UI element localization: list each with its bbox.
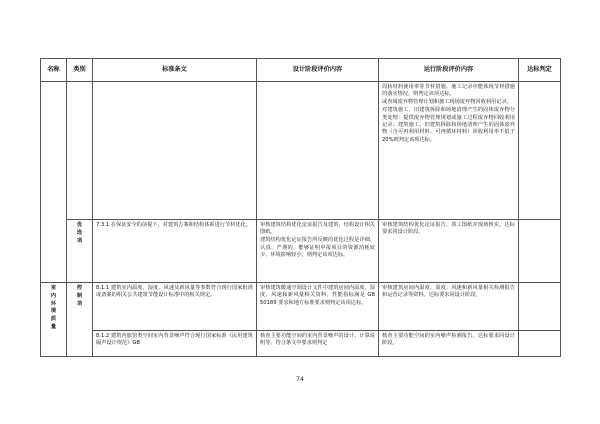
table-row bbox=[41, 331, 561, 357]
header-category: 类别 bbox=[67, 59, 93, 82]
cell-category bbox=[67, 82, 93, 220]
paragraph: 核查主要功能空间的室内背景噪声的设计、计算说明等。符合条文中要求则判定 bbox=[260, 333, 375, 347]
name-vertical-label: 室 内 环 境 质 量 bbox=[50, 285, 57, 330]
cell-name bbox=[41, 82, 67, 283]
table-row bbox=[41, 82, 561, 220]
cell-operation-stage bbox=[379, 220, 519, 283]
cell-standard-clause bbox=[93, 283, 257, 331]
cell-design-stage bbox=[257, 283, 379, 331]
header-operation-stage: 运行阶段评价内容 bbox=[379, 59, 519, 82]
header-compliance: 达标判定 bbox=[519, 59, 561, 82]
cell-operation-stage bbox=[379, 283, 519, 331]
cell-design-stage bbox=[257, 331, 379, 357]
paragraph: 审核建筑结构优化论证报告、竣工图纸并现场核实。达标要求同设计阶段。 bbox=[382, 222, 515, 236]
table-row bbox=[41, 220, 561, 283]
cell-category-kongzhi bbox=[67, 283, 93, 357]
cell-compliance bbox=[519, 82, 561, 220]
page-number: 74 bbox=[296, 376, 304, 383]
cell-category-youxuan bbox=[67, 220, 93, 283]
cell-compliance bbox=[519, 220, 561, 283]
header-design-stage: 设计阶段评价内容 bbox=[257, 59, 379, 82]
cell-standard-clause bbox=[93, 220, 257, 283]
paragraph: 审核建筑结构优化论证报告及建筑、结构设计相关图纸。 bbox=[260, 222, 375, 236]
cell-compliance bbox=[519, 283, 561, 331]
paragraph: 周转材料使用率等节材措施。施工记录中能体现节材措施的落实情况，则判定该项达标。 bbox=[382, 84, 515, 98]
paragraph: 对建筑施工、旧建筑拆除和场地清理产生的固体废弃物分类处理：提供废弃物管理规划或施工过程废弃物回收利用记录；建筑施工、旧建筑拆除和场地清理产生的固体废弃物（含可再利用材料、可再循环材料）回收利用率不低于 20%则判定该项达标。 bbox=[382, 107, 515, 143]
evaluation-table bbox=[40, 58, 561, 357]
cell-compliance bbox=[519, 331, 561, 357]
cell-name-indoor-env bbox=[41, 283, 67, 357]
paragraph: 8.1.1 建筑室内温度、湿度、风速及新风量等参数符合现行国家批准或备案的相关公共建筑节能设计标准中的相关规定。 bbox=[96, 285, 253, 299]
cell-standard-clause bbox=[93, 331, 257, 357]
cell-design-stage bbox=[257, 220, 379, 283]
table-header bbox=[41, 59, 561, 82]
table-header-row bbox=[41, 59, 561, 82]
paragraph: 审核建筑暖通空调设计文件中建筑房间内温度、湿度、风速和新风量相关资料。性能指标满足 GB 50189 要求和地方标准要求则判定该项达标。 bbox=[260, 285, 375, 306]
table-row bbox=[41, 283, 561, 331]
paragraph: 或查阅废弃物管理计划和施工现场废弃物回收利用记录。 bbox=[382, 99, 512, 106]
cell-standard-clause bbox=[93, 82, 257, 220]
paragraph: 8.1.2 建筑内旅馆类空间室内背景噪声符合现行国家标准《民用建筑隔声设计规范》GB bbox=[96, 333, 253, 347]
header-name: 名称 bbox=[41, 59, 67, 82]
evaluation-table-container bbox=[40, 58, 560, 357]
category-vertical-label: 优 选 项 bbox=[76, 222, 83, 244]
cell-operation-stage bbox=[379, 331, 519, 357]
paragraph: 7.3.1 在保证安全的前提下，对建筑方案和结构体系进行节材优化。 bbox=[96, 222, 251, 228]
paragraph: 建筑结构优化论证报告所反映的优化过程是详细、认真、严谨的，能够证明申报项目的资源消耗较少、环境影响较小，则判定该项达标。 bbox=[260, 237, 375, 258]
table-body bbox=[41, 82, 561, 357]
category-vertical-label: 控 制 项 bbox=[76, 285, 83, 307]
paragraph: 核查主要功能空间的室内噪声检测报告。达标要求同设计阶段。 bbox=[382, 333, 515, 347]
header-standard-clause: 标准条文 bbox=[93, 59, 257, 82]
paragraph: 审核建筑房间内温度、湿度、风速和新风量相关检测报告和运营记录等资料。达标要求同设计阶段。 bbox=[382, 285, 515, 299]
cell-design-stage bbox=[257, 82, 379, 220]
cell-operation-stage bbox=[379, 82, 519, 220]
